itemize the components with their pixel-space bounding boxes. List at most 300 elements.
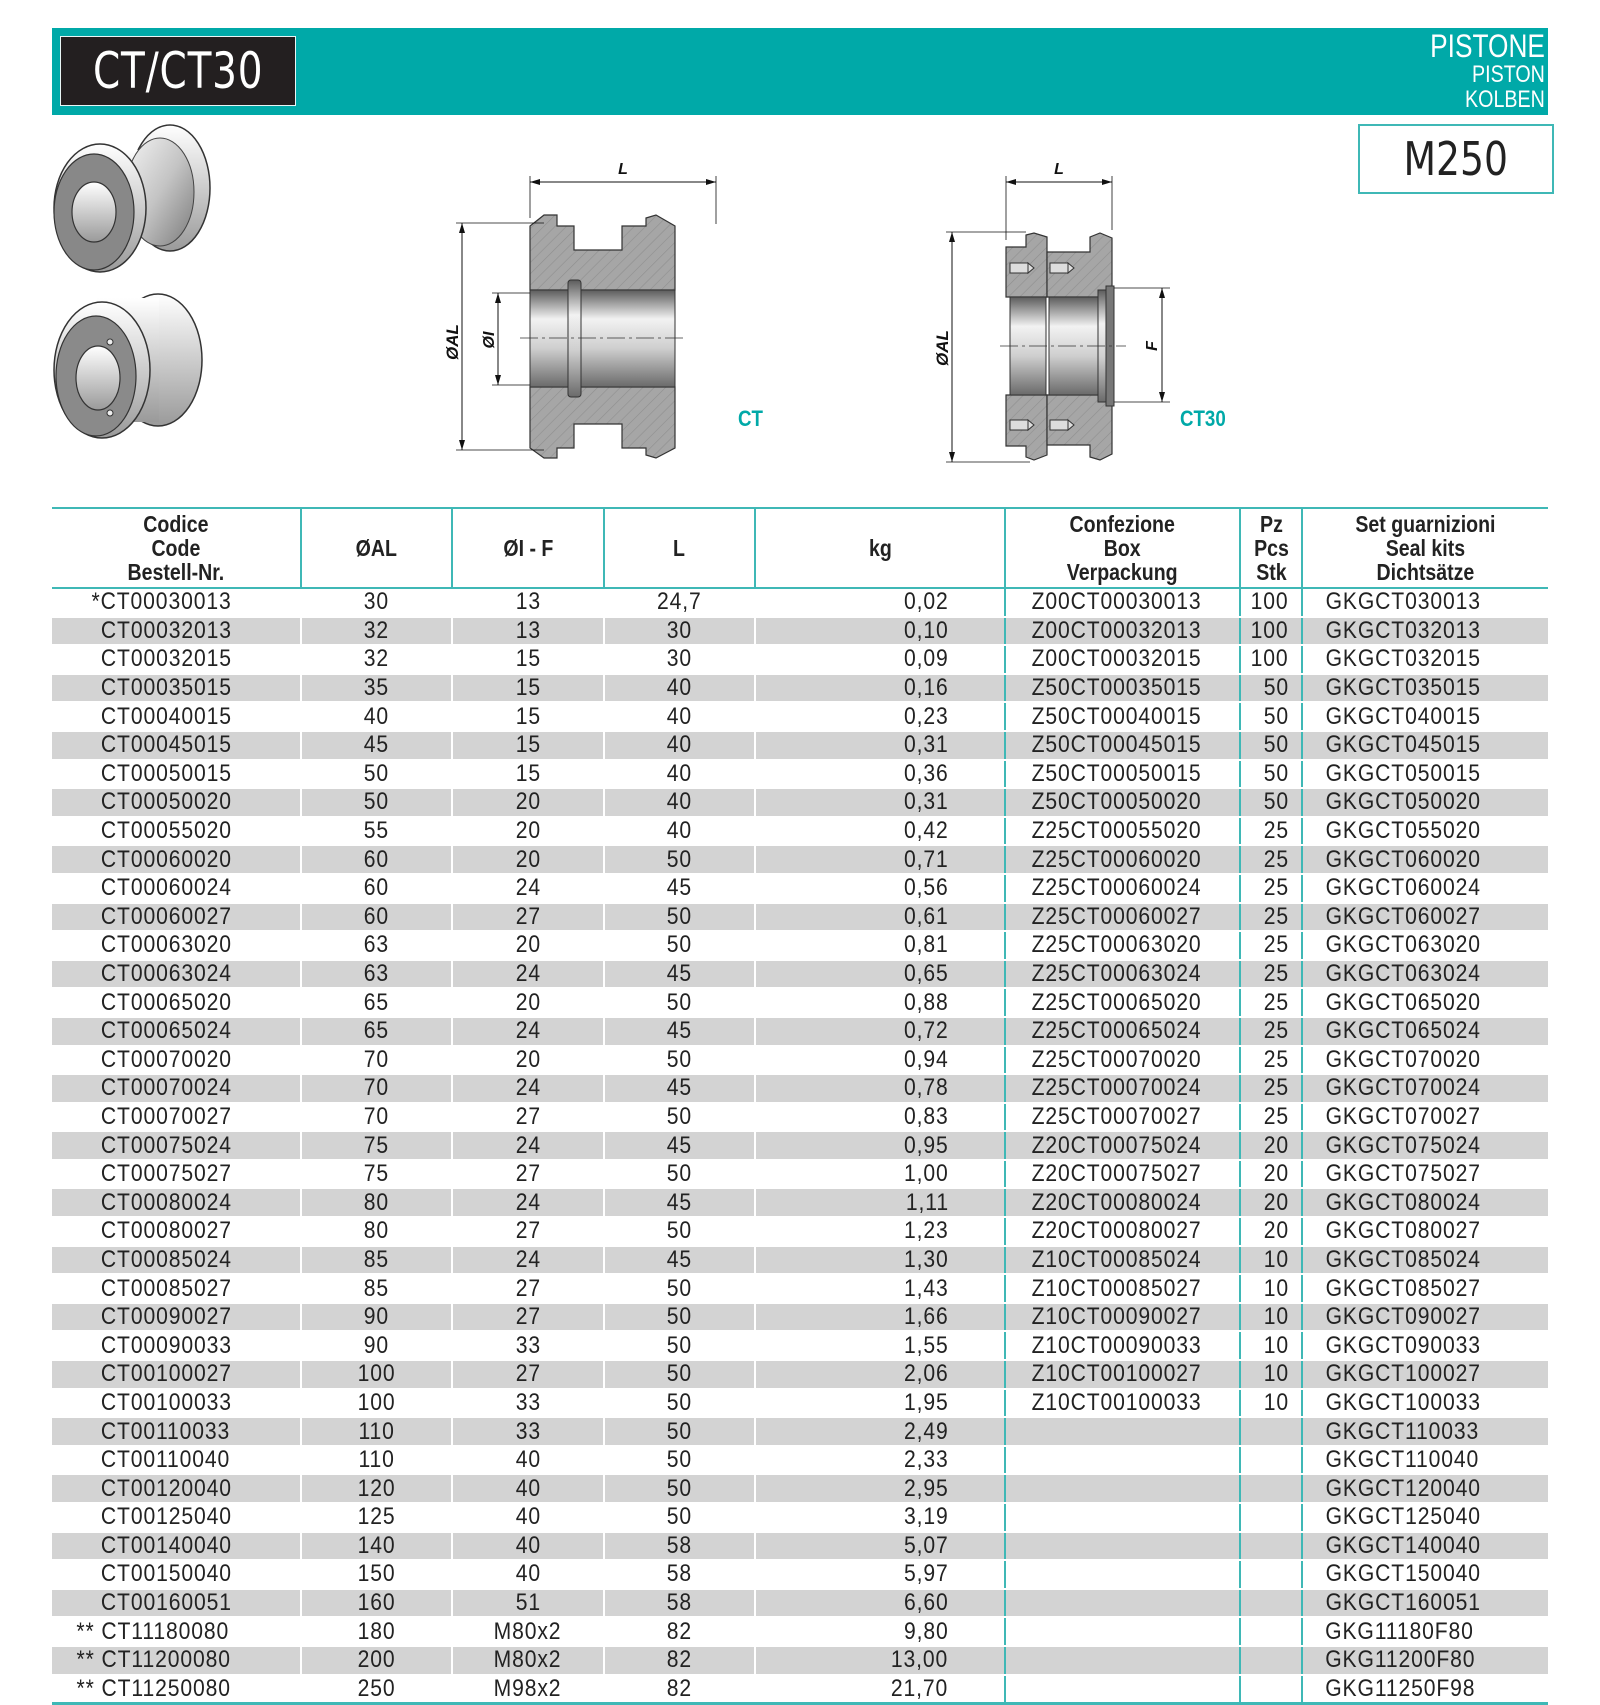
cell-seal: GKGCT090033 (1302, 1331, 1548, 1360)
cell-kg: 0,83 (755, 1103, 1005, 1132)
table-row (52, 845, 1548, 874)
cell-box: Z25CT00070020 (1005, 1046, 1240, 1075)
ct-section-drawing (440, 160, 780, 470)
cell-pcs: 25 (1240, 817, 1302, 846)
cell-pcs: 50 (1240, 760, 1302, 789)
table-row (52, 1389, 1548, 1418)
cell-l: 50 (604, 1217, 755, 1246)
cell-code: CT00060027 (52, 903, 301, 932)
col-header-l: L (604, 508, 755, 588)
cell-i-f: 15 (452, 645, 604, 674)
cell-al: 200 (301, 1646, 452, 1675)
cell-l: 82 (604, 1646, 755, 1675)
cell-box: Z50CT00050015 (1005, 760, 1240, 789)
cell-l: 50 (604, 1160, 755, 1189)
cell-l: 24,7 (604, 588, 755, 617)
cell-al: 140 (301, 1532, 452, 1561)
cell-box: Z00CT00030013 (1005, 588, 1240, 617)
cell-code: CT00075024 (52, 1131, 301, 1160)
cell-box: Z20CT00080024 (1005, 1188, 1240, 1217)
cell-pcs: 10 (1240, 1303, 1302, 1332)
cell-seal: GKGCT060024 (1302, 874, 1548, 903)
cell-l: 50 (604, 1446, 755, 1475)
cell-code: CT00080024 (52, 1188, 301, 1217)
cell-code: CT00035015 (52, 674, 301, 703)
cell-pcs: 20 (1240, 1188, 1302, 1217)
cell-seal: GKGCT060027 (1302, 903, 1548, 932)
cell-code: CT00045015 (52, 731, 301, 760)
cell-al: 65 (301, 988, 452, 1017)
cell-seal: GKGCT030013 (1302, 588, 1548, 617)
table-row (52, 788, 1548, 817)
cell-code: CT00120040 (52, 1474, 301, 1503)
cell-kg: 0,94 (755, 1046, 1005, 1075)
cell-pcs: 25 (1240, 1074, 1302, 1103)
cell-pcs (1240, 1532, 1302, 1561)
cell-al: 50 (301, 788, 452, 817)
cell-kg: 0,61 (755, 903, 1005, 932)
cell-seal: GKGCT045015 (1302, 731, 1548, 760)
cell-pcs: 20 (1240, 1217, 1302, 1246)
cell-box (1005, 1417, 1240, 1446)
cell-al: 90 (301, 1303, 452, 1332)
cell-box: Z20CT00075027 (1005, 1160, 1240, 1189)
cell-code: CT00125040 (52, 1503, 301, 1532)
cell-al: 90 (301, 1331, 452, 1360)
cell-code: CT00080027 (52, 1217, 301, 1246)
cell-box: Z25CT00070024 (1005, 1074, 1240, 1103)
table-header-row (52, 508, 1548, 588)
cell-seal: GKG11180F80 (1302, 1617, 1548, 1646)
cell-seal: GKGCT075027 (1302, 1160, 1548, 1189)
cell-kg: 0,10 (755, 617, 1005, 646)
table-row (52, 1360, 1548, 1389)
ct30-dim-al: ØAL (933, 330, 952, 366)
cell-l: 50 (604, 1389, 755, 1418)
cell-al: 125 (301, 1503, 452, 1532)
cell-kg: 2,33 (755, 1446, 1005, 1475)
series-title-box (60, 36, 296, 106)
cell-box: Z25CT00060027 (1005, 903, 1240, 932)
cell-al: 60 (301, 903, 452, 932)
col-header-seal: Set guarnizioni Seal kits Dichtsätze (1302, 508, 1548, 588)
cell-box: Z20CT00080027 (1005, 1217, 1240, 1246)
cell-seal: GKGCT110033 (1302, 1417, 1548, 1446)
table-row (52, 988, 1548, 1017)
cell-box: Z25CT00063024 (1005, 960, 1240, 989)
cell-seal: GKGCT032015 (1302, 645, 1548, 674)
cell-pcs: 25 (1240, 931, 1302, 960)
cell-i-f: 20 (452, 1046, 604, 1075)
cell-seal: GKGCT070027 (1302, 1103, 1548, 1132)
cell-box: Z00CT00032015 (1005, 645, 1240, 674)
cell-i-f: 27 (452, 1160, 604, 1189)
cell-l: 50 (604, 1303, 755, 1332)
product-table (52, 507, 1548, 1705)
cell-kg: 1,55 (755, 1331, 1005, 1360)
cell-i-f: 40 (452, 1532, 604, 1561)
cell-i-f: 20 (452, 988, 604, 1017)
cell-seal: GKGCT100033 (1302, 1389, 1548, 1418)
cell-box: Z10CT00100027 (1005, 1360, 1240, 1389)
cell-al: 50 (301, 760, 452, 789)
cell-al: 110 (301, 1417, 452, 1446)
table-row (52, 1503, 1548, 1532)
cell-box (1005, 1646, 1240, 1675)
cell-l: 50 (604, 1103, 755, 1132)
table-row (52, 1675, 1548, 1704)
cell-pcs: 25 (1240, 874, 1302, 903)
cell-l: 40 (604, 760, 755, 789)
cell-kg: 0,95 (755, 1131, 1005, 1160)
col-header-kg: kg (755, 508, 1005, 588)
cell-code: CT00032015 (52, 645, 301, 674)
cell-box: Z25CT00065020 (1005, 988, 1240, 1017)
cell-code: CT00060020 (52, 845, 301, 874)
cell-kg: 9,80 (755, 1617, 1005, 1646)
cell-kg: 1,30 (755, 1246, 1005, 1275)
cell-l: 50 (604, 1331, 755, 1360)
cell-i-f: 13 (452, 617, 604, 646)
table-row (52, 1160, 1548, 1189)
cell-pcs (1240, 1560, 1302, 1589)
cell-l: 58 (604, 1560, 755, 1589)
cell-seal: GKGCT080024 (1302, 1188, 1548, 1217)
col-header-al: ØAL (301, 508, 452, 588)
cell-seal: GKGCT140040 (1302, 1532, 1548, 1561)
cell-l: 50 (604, 1046, 755, 1075)
cell-pcs: 100 (1240, 645, 1302, 674)
cell-al: 120 (301, 1474, 452, 1503)
table-row (52, 1246, 1548, 1275)
table-row (52, 731, 1548, 760)
cell-i-f: 40 (452, 1503, 604, 1532)
ct-dim-l: L (618, 161, 628, 178)
cell-al: 35 (301, 674, 452, 703)
cell-i-f: 24 (452, 1246, 604, 1275)
cell-i-f: 24 (452, 874, 604, 903)
cell-kg: 0,42 (755, 817, 1005, 846)
cell-kg: 0,31 (755, 731, 1005, 760)
cell-seal: GKGCT050020 (1302, 788, 1548, 817)
table-row (52, 1589, 1548, 1618)
cell-code: CT00070024 (52, 1074, 301, 1103)
cell-i-f: 27 (452, 1360, 604, 1389)
cell-seal: GKGCT055020 (1302, 817, 1548, 846)
cell-i-f: 33 (452, 1331, 604, 1360)
cell-seal: GKGCT040015 (1302, 702, 1548, 731)
cell-code: CT00150040 (52, 1560, 301, 1589)
cell-i-f: 40 (452, 1474, 604, 1503)
cell-kg: 0,78 (755, 1074, 1005, 1103)
cell-pcs (1240, 1675, 1302, 1704)
cell-kg: 1,95 (755, 1389, 1005, 1418)
table-row (52, 931, 1548, 960)
cell-box: Z10CT00090027 (1005, 1303, 1240, 1332)
product-renders (52, 120, 222, 455)
cell-pcs: 25 (1240, 988, 1302, 1017)
cell-l: 45 (604, 960, 755, 989)
col-header-box: Confezione Box Verpackung (1005, 508, 1240, 588)
table-row (52, 1074, 1548, 1103)
cell-code: CT00110033 (52, 1417, 301, 1446)
cell-al: 45 (301, 731, 452, 760)
cell-l: 50 (604, 931, 755, 960)
table-row (52, 1188, 1548, 1217)
cell-al: 150 (301, 1560, 452, 1589)
table-row (52, 874, 1548, 903)
cell-i-f: 27 (452, 1103, 604, 1132)
cell-code: CT00100033 (52, 1389, 301, 1418)
cell-seal: GKGCT065020 (1302, 988, 1548, 1017)
cell-l: 50 (604, 903, 755, 932)
cell-box: Z50CT00035015 (1005, 674, 1240, 703)
cell-seal: GKGCT050015 (1302, 760, 1548, 789)
cell-pcs: 50 (1240, 674, 1302, 703)
cell-i-f: 27 (452, 1303, 604, 1332)
cell-pcs: 20 (1240, 1160, 1302, 1189)
table-row (52, 1446, 1548, 1475)
cell-seal: GKGCT075024 (1302, 1131, 1548, 1160)
cell-seal: GKGCT160051 (1302, 1589, 1548, 1618)
cell-al: 250 (301, 1675, 452, 1704)
cell-i-f: 24 (452, 960, 604, 989)
cell-box: Z10CT00085027 (1005, 1274, 1240, 1303)
cell-kg: 0,81 (755, 931, 1005, 960)
cell-seal: GKGCT063024 (1302, 960, 1548, 989)
cell-seal: GKGCT150040 (1302, 1560, 1548, 1589)
cell-i-f: M80x2 (452, 1646, 604, 1675)
cell-code: CT00050015 (52, 760, 301, 789)
cell-kg: 0,16 (755, 674, 1005, 703)
cell-code: CT00050020 (52, 788, 301, 817)
cell-kg: 0,65 (755, 960, 1005, 989)
col-header-i-f: ØI - F (452, 508, 604, 588)
cell-seal: GKGCT065024 (1302, 1017, 1548, 1046)
cell-seal: GKGCT100027 (1302, 1360, 1548, 1389)
table-row (52, 1103, 1548, 1132)
table-row (52, 617, 1548, 646)
cell-i-f: 27 (452, 903, 604, 932)
cell-l: 45 (604, 1188, 755, 1217)
ct30-render-icon (54, 294, 202, 438)
cell-box: Z00CT00032013 (1005, 617, 1240, 646)
cell-code: CT00100027 (52, 1360, 301, 1389)
cell-seal: GKGCT090027 (1302, 1303, 1548, 1332)
cell-l: 45 (604, 1131, 755, 1160)
cell-i-f: 15 (452, 760, 604, 789)
cell-i-f: 15 (452, 674, 604, 703)
cell-kg: 5,07 (755, 1532, 1005, 1561)
cell-l: 40 (604, 731, 755, 760)
cell-i-f: 51 (452, 1589, 604, 1618)
cell-kg: 0,56 (755, 874, 1005, 903)
cell-l: 82 (604, 1617, 755, 1646)
cell-seal: GKGCT035015 (1302, 674, 1548, 703)
cell-seal: GKGCT060020 (1302, 845, 1548, 874)
page-code-box (1358, 124, 1554, 194)
cell-pcs: 10 (1240, 1360, 1302, 1389)
cell-seal: GKGCT070024 (1302, 1074, 1548, 1103)
ct-render-icon (54, 125, 210, 272)
cell-code: CT00063020 (52, 931, 301, 960)
cell-box: Z25CT00065024 (1005, 1017, 1240, 1046)
cell-code: CT00160051 (52, 1589, 301, 1618)
cell-kg: 0,72 (755, 1017, 1005, 1046)
cell-code: ** CT11180080 (52, 1617, 301, 1646)
cell-i-f: M80x2 (452, 1617, 604, 1646)
cell-code: CT00065020 (52, 988, 301, 1017)
cell-i-f: 33 (452, 1417, 604, 1446)
cell-pcs: 50 (1240, 731, 1302, 760)
cell-al: 85 (301, 1274, 452, 1303)
cell-kg: 0,09 (755, 645, 1005, 674)
cell-pcs: 10 (1240, 1389, 1302, 1418)
cell-l: 58 (604, 1532, 755, 1561)
category-de: KOLBEN (1465, 86, 1545, 113)
cell-pcs: 25 (1240, 845, 1302, 874)
cell-al: 100 (301, 1360, 452, 1389)
cell-code: CT00085027 (52, 1274, 301, 1303)
ct-dim-i: ØI (481, 331, 498, 349)
cell-l: 50 (604, 1503, 755, 1532)
cell-box: Z10CT00085024 (1005, 1246, 1240, 1275)
cell-seal: GKGCT120040 (1302, 1474, 1548, 1503)
cell-l: 50 (604, 1274, 755, 1303)
cell-seal: GKGCT070020 (1302, 1046, 1548, 1075)
cell-code: CT00085024 (52, 1246, 301, 1275)
cell-kg: 2,95 (755, 1474, 1005, 1503)
cell-box: Z25CT00063020 (1005, 931, 1240, 960)
cell-code: CT00070027 (52, 1103, 301, 1132)
cell-l: 45 (604, 1246, 755, 1275)
cell-al: 63 (301, 931, 452, 960)
cell-kg: 5,97 (755, 1560, 1005, 1589)
cell-box: Z25CT00055020 (1005, 817, 1240, 846)
cell-code: CT00063024 (52, 960, 301, 989)
cell-i-f: 27 (452, 1217, 604, 1246)
cell-pcs (1240, 1417, 1302, 1446)
cell-seal: GKG11250F98 (1302, 1675, 1548, 1704)
table-row (52, 1217, 1548, 1246)
cell-i-f: 24 (452, 1188, 604, 1217)
cell-pcs: 25 (1240, 1046, 1302, 1075)
table-row (52, 1617, 1548, 1646)
cell-box (1005, 1560, 1240, 1589)
cell-code: *CT00030013 (52, 588, 301, 617)
cell-al: 32 (301, 617, 452, 646)
cell-box: Z50CT00040015 (1005, 702, 1240, 731)
cell-al: 160 (301, 1589, 452, 1618)
cell-al: 80 (301, 1217, 452, 1246)
cell-kg: 1,43 (755, 1274, 1005, 1303)
cell-l: 82 (604, 1675, 755, 1704)
cell-code: CT00075027 (52, 1160, 301, 1189)
table-row (52, 1017, 1548, 1046)
cell-l: 50 (604, 845, 755, 874)
category-en: PISTON (1472, 61, 1545, 88)
cell-l: 50 (604, 1417, 755, 1446)
cell-kg: 0,88 (755, 988, 1005, 1017)
table-row (52, 674, 1548, 703)
cell-code: ** CT11250080 (52, 1675, 301, 1704)
cell-seal: GKGCT125040 (1302, 1503, 1548, 1532)
cell-seal: GKGCT085027 (1302, 1274, 1548, 1303)
cell-code: CT00032013 (52, 617, 301, 646)
cell-code: CT00040015 (52, 702, 301, 731)
cell-kg: 0,36 (755, 760, 1005, 789)
cell-l: 40 (604, 674, 755, 703)
cell-code: CT00140040 (52, 1532, 301, 1561)
cell-l: 30 (604, 617, 755, 646)
cell-al: 80 (301, 1188, 452, 1217)
cell-l: 40 (604, 788, 755, 817)
cell-code: ** CT11200080 (52, 1646, 301, 1675)
cell-kg: 1,11 (755, 1188, 1005, 1217)
cell-seal: GKGCT085024 (1302, 1246, 1548, 1275)
cell-al: 75 (301, 1160, 452, 1189)
cell-kg: 2,49 (755, 1417, 1005, 1446)
col-header-pcs: Pz Pcs Stk (1240, 508, 1302, 588)
cell-box: Z20CT00075024 (1005, 1131, 1240, 1160)
table-row (52, 1131, 1548, 1160)
cell-l: 45 (604, 1074, 755, 1103)
ct30-dim-f: F (1144, 341, 1161, 351)
cell-i-f: 20 (452, 845, 604, 874)
table-row (52, 645, 1548, 674)
ct30-dim-l: L (1054, 161, 1064, 178)
cell-code: CT00060024 (52, 874, 301, 903)
table-row (52, 1532, 1548, 1561)
table-row (52, 903, 1548, 932)
cell-code: CT00090027 (52, 1303, 301, 1332)
cell-pcs: 25 (1240, 1017, 1302, 1046)
category-it: PISTONE (1430, 28, 1545, 64)
cell-kg: 0,02 (755, 588, 1005, 617)
ct-drawing-label: CT (738, 406, 763, 431)
cell-pcs: 10 (1240, 1274, 1302, 1303)
table-row (52, 1646, 1548, 1675)
cell-kg: 0,23 (755, 702, 1005, 731)
cell-i-f: 24 (452, 1017, 604, 1046)
cell-i-f: 20 (452, 817, 604, 846)
cell-kg: 6,60 (755, 1589, 1005, 1618)
cell-al: 70 (301, 1074, 452, 1103)
table-row (52, 1417, 1548, 1446)
cell-kg: 21,70 (755, 1675, 1005, 1704)
cell-pcs (1240, 1617, 1302, 1646)
cell-pcs: 10 (1240, 1246, 1302, 1275)
table-row (52, 1474, 1548, 1503)
cell-i-f: 24 (452, 1074, 604, 1103)
cell-pcs (1240, 1503, 1302, 1532)
table-row (52, 702, 1548, 731)
cell-pcs (1240, 1646, 1302, 1675)
cell-code: CT00070020 (52, 1046, 301, 1075)
cell-box: Z10CT00100033 (1005, 1389, 1240, 1418)
cell-al: 60 (301, 874, 452, 903)
cell-seal: GKGCT080027 (1302, 1217, 1548, 1246)
cell-box (1005, 1503, 1240, 1532)
table-row (52, 960, 1548, 989)
cell-al: 110 (301, 1446, 452, 1475)
cell-box: Z50CT00050020 (1005, 788, 1240, 817)
cell-pcs (1240, 1446, 1302, 1475)
cell-box (1005, 1474, 1240, 1503)
cell-box (1005, 1675, 1240, 1704)
cell-seal: GKG11200F80 (1302, 1646, 1548, 1675)
cell-l: 58 (604, 1589, 755, 1618)
